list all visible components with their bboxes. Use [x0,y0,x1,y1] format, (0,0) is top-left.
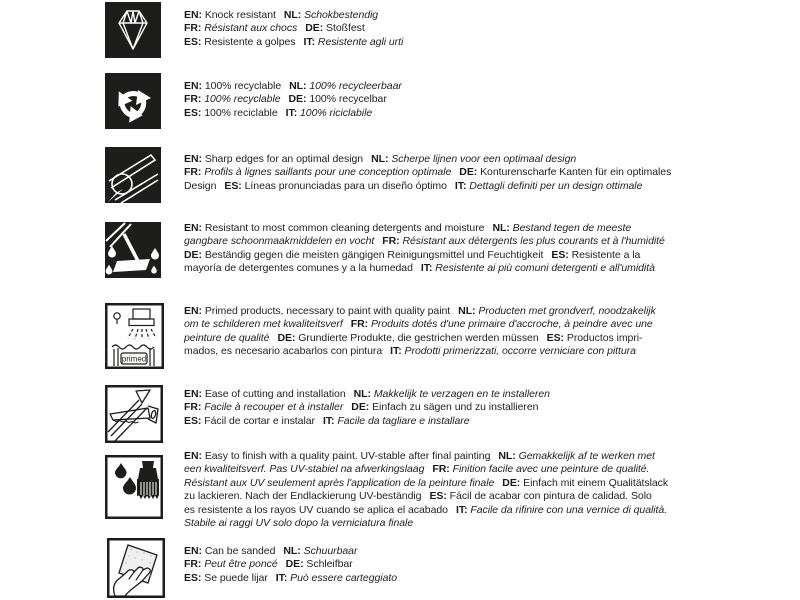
feature-text-sanding: EN: Can be sanded NL: Schuurbaar FR: Peut être poncé DE: Schleifbar ES: Se puede lijar IT: Può essere carteggiato [184,545,398,584]
feature-text-knock-resistant: EN: Knock resistant NL: Schokbestendig FR: Résistant aux chocs DE: Stoßfest ES: Resistente a golpes IT: Resistente agli urti [184,9,404,48]
sanding-hand-icon [107,538,165,598]
feature-text-recyclable: EN: 100% recyclable NL: 100% recycleerbaar FR: 100% recyclable DE: 100% recycelbar ES: 100% reciclable IT: 100% riciclabile [184,80,402,119]
magnifier-profile-icon [105,147,161,203]
recycle-icon [105,73,161,129]
primed-label: primed [121,354,147,364]
feature-text-primed: EN: Primed products, necessary to paint with quality paint NL: Producten met grondverf, noodzakelijk om te schilderen met kwaliteitsverf FR: Produits dotés d'une primaire d'accroche, à peindre avec une peinture de qualité DE: Grundierte Produkte, die gestrichen werden müssen ES: Productos impri- mados, es necesario acabarlos con pintura IT: Prodotti primerizzati, occorre verniciare con pittura [184,305,656,358]
saw-icon [105,385,163,443]
feature-text-finish: EN: Easy to finish with a quality paint. UV-stable after final painting NL: Gemakkelijk af te werken met een kwaliteitsverf. Pas UV-stabiel na afwerkingslaag FR: Finition facile avec une peinture de qualité. Résistant aux UV seulement après l'application de la peinture finale DE: Einfach mit einem Qualitätslack zu lackieren. Nach der Endlackierung UV-beständig ES: Fácil de acabar con pintura de calidad. Solo es resistente a los rayos UV cuando se aplica el acabado IT: Facile da rifinire con una vernice di qualità. Stabile ai raggi UV solo dopo la verniciatura finale [184,450,669,529]
feature-text-cleaning: EN: Resistant to most common cleaning detergents and moisture NL: Bestand tegen de meeste gangbare schoonmaakmiddelen en vocht FR: Résistant aux détergents les plus courants et à l'humidité DE: Beständig gegen die meisten gängigen Reinigungsmittel und Feuchtigkeit ES: Resistente a la mayoría de detergentes comunes y a la humedad IT: Resistente ai più comuni detergenti e all'umidità [184,222,665,275]
primer-spray-icon [105,303,164,369]
feature-text-cutting: EN: Ease of cutting and installation NL: Makkelijk te verzagen en te installeren FR: Facile à recouper et à installer DE: Einfach zu sägen und zu installieren ES: Fácil de cortar e instalar IT: Facile da tagliare e installare [184,388,550,427]
paintbrush-icon [105,455,163,519]
feature-text-sharp-edges: EN: Sharp edges for an optimal design NL: Scherpe lijnen voor een optimaal design FR: Profils à lignes saillants pour une conception optimale DE: Konturenscharfe Kanten für ein optimales Design ES: Líneas pronunciadas para un diseño óptimo IT: Dettagli definiti per un design ottimale [184,153,672,192]
mop-icon [105,222,161,278]
diamond-icon [105,2,161,58]
